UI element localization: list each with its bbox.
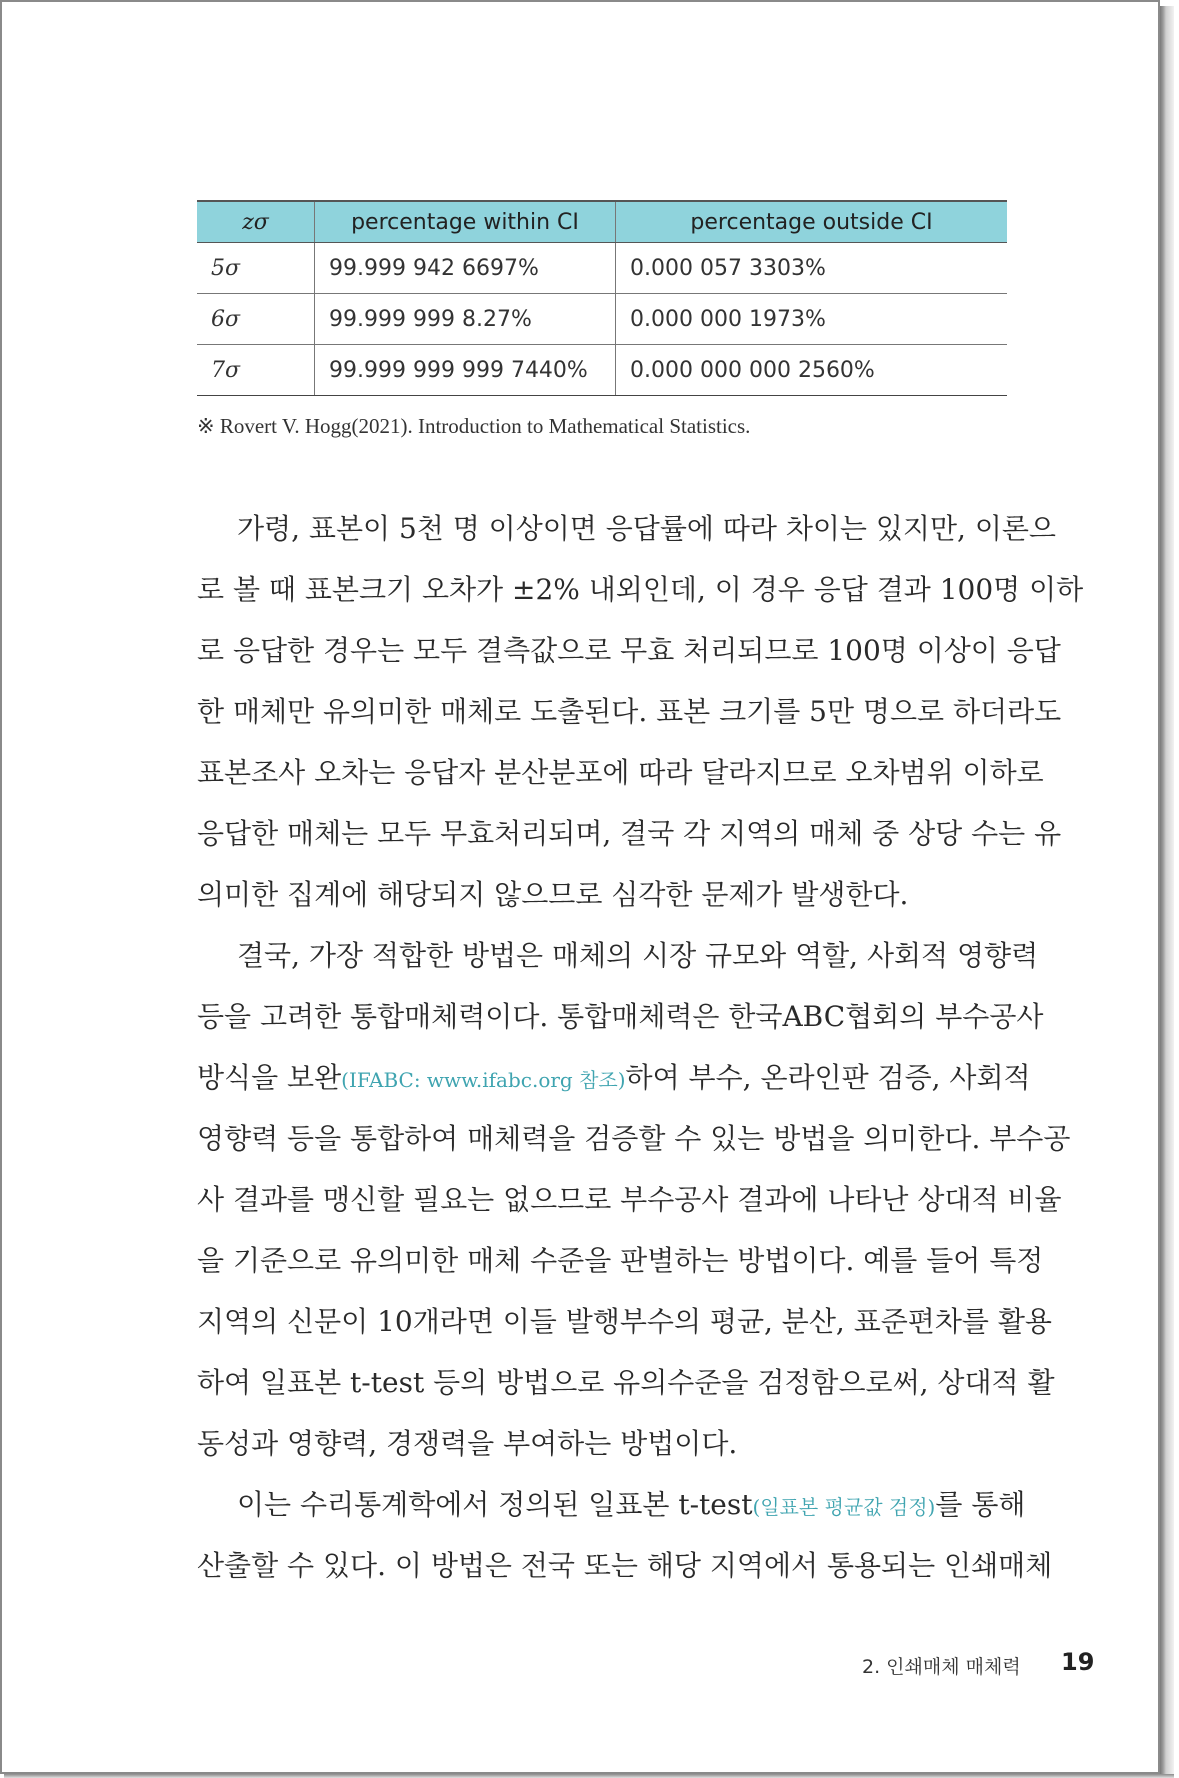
text-segment: 를 통해 — [935, 1488, 1026, 1521]
header-percentage-within: percentage within CI — [315, 201, 616, 243]
cell-within: 99.999 942 6697% — [315, 243, 616, 294]
cell-outside: 0.000 000 000 2560% — [616, 345, 1008, 396]
cell-outside: 0.000 000 1973% — [616, 294, 1008, 345]
paragraph-2-line-with-note — [197, 1047, 1031, 1108]
header-percentage-outside: percentage outside CI — [616, 201, 1008, 243]
confidence-interval-table — [197, 200, 1007, 396]
page-number: 19 — [1061, 1648, 1095, 1676]
paragraph-2-line: 영향력 등을 통합하여 매체력을 검증할 수 있는 방법을 의미한다. 부수공 — [197, 1122, 1071, 1155]
text-segment: 방식을 보완 — [197, 1061, 342, 1094]
paragraph-3-line-with-note — [197, 1474, 1026, 1535]
paragraph-1-line: 가령, 표본이 5천 명 이상이면 응답률에 따라 차이는 있지만, 이론으 — [237, 512, 1056, 545]
paragraph-1-line: 표본조사 오차는 응답자 분산분포에 따라 달라지므로 오차범위 이하로 — [197, 756, 1044, 789]
cell-z: 6σ — [197, 294, 315, 345]
table-source-note: ※ Rovert V. Hogg(2021). Introduction to Mathematical Statistics. — [197, 414, 751, 438]
reference-note: (IFABC: www.ifabc.org 참조) — [341, 1068, 626, 1092]
paragraph-1-line: 로 볼 때 표본크기 오차가 ±2% 내외인데, 이 경우 응답 결과 100명 이하 — [197, 573, 1084, 606]
table-row — [197, 294, 1007, 345]
table-header-row — [197, 201, 1007, 243]
paragraph-1-line: 응답한 매체는 모두 무효처리되며, 결국 각 지역의 매체 중 상당 수는 유 — [197, 817, 1062, 850]
page-bottom-shadow — [4, 1774, 1174, 1778]
paragraph-2-line: 하여 일표본 t-test 등의 방법으로 유의수준을 검정함으로써, 상대적 활 — [197, 1366, 1055, 1399]
footer-section-title: 2. 인쇄매체 매체력 — [862, 1656, 1021, 1678]
paragraph-2-line: 동성과 영향력, 경쟁력을 부여하는 방법이다. — [197, 1427, 738, 1460]
paragraph-2-line: 사 결과를 맹신할 필요는 없으므로 부수공사 결과에 나타난 상대적 비율 — [197, 1183, 1062, 1216]
paragraph-1-line: 한 매체만 유의미한 매체로 도출된다. 표본 크기를 5만 명으로 하더라도 — [197, 695, 1062, 728]
paragraph-3-line: 산출할 수 있다. 이 방법은 전국 또는 해당 지역에서 통용되는 인쇄매체 — [197, 1549, 1053, 1582]
cell-outside: 0.000 057 3303% — [616, 243, 1008, 294]
cell-z: 5σ — [197, 243, 315, 294]
paragraph-2-line: 지역의 신문이 10개라면 이들 발행부수의 평균, 분산, 표준편차를 활용 — [197, 1305, 1052, 1338]
page-edge-shadow — [1160, 6, 1174, 1778]
reference-note: (일표본 평균값 검정) — [752, 1495, 936, 1519]
text-segment: 이는 수리통계학에서 정의된 일표본 t-test — [237, 1488, 753, 1521]
paragraph-1-line: 로 응답한 경우는 모두 결측값으로 무효 처리되므로 100명 이상이 응답 — [197, 634, 1061, 667]
cell-within: 99.999 999 999 7440% — [315, 345, 616, 396]
text-segment: 하여 부수, 온라인판 검증, 사회적 — [625, 1061, 1031, 1094]
cell-z: 7σ — [197, 345, 315, 396]
paragraph-2-line: 등을 고려한 통합매체력이다. 통합매체력은 한국ABC협회의 부수공사 — [197, 1000, 1044, 1033]
table-row — [197, 243, 1007, 294]
header-z-sigma: zσ — [197, 201, 315, 243]
paragraph-2-line: 을 기준으로 유의미한 매체 수준을 판별하는 방법이다. 예를 들어 특정 — [197, 1244, 1044, 1277]
table-row — [197, 345, 1007, 396]
cell-within: 99.999 999 8.27% — [315, 294, 616, 345]
paragraph-1-line: 의미한 집계에 해당되지 않으므로 심각한 문제가 발생한다. — [197, 878, 909, 911]
paragraph-2-line: 결국, 가장 적합한 방법은 매체의 시장 규모와 역할, 사회적 영향력 — [237, 939, 1039, 972]
body-text — [197, 498, 1084, 1596]
